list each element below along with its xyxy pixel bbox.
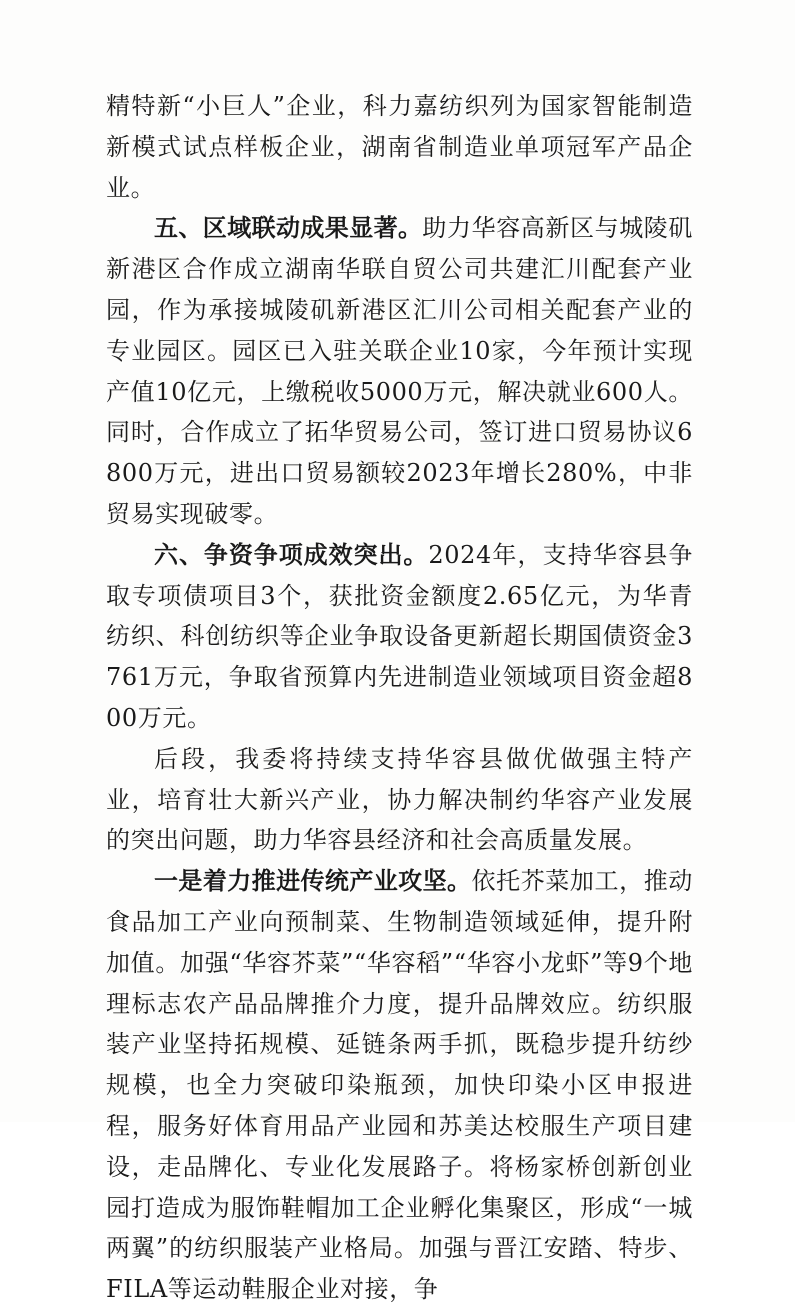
section-heading: 五、区域联动成果显著。 <box>154 214 423 243</box>
section-heading: 六、争资争项成效突出。 <box>154 540 429 569</box>
paragraph-section-five <box>106 208 693 534</box>
paragraph-text: 精特新“小巨人”企业，科力嘉纺织列为国家智能制造新模式试点样板企业，湖南省制造业单项冠军产品企业。 <box>106 92 693 202</box>
paragraph-text: 后段，我委将持续支持华容县做优做强主特产业，培育壮大新兴产业，协力解决制约华容产业发展的突出问题，助力华容县经济和社会高质量发展。 <box>106 744 693 855</box>
paragraph-next-steps <box>106 739 693 861</box>
paragraph-text: 2024年，支持华容县争取专项债项目3个，获批资金额度2.65亿元，为华青纺织、科创纺织等企业争取设备更新超长期国债资金3761万元，争取省预算内先进制造业领域项目资金超800万元。 <box>106 540 693 732</box>
paragraph-text: 助力华容高新区与城陵矶新港区合作成立湖南华联自贸公司共建汇川配套产业园，作为承接城陵矶新港区汇川公司相关配套产业的专业园区。园区已入驻关联企业10家，今年预计实现产值10亿元，上缴税收5000万元，解决就业600人。同时，合作成立了拓华贸易公司，签订进口贸易协议6800万元，进出口贸易额较2023年增长280%，中非贸易实现破零。 <box>106 214 694 528</box>
section-heading: 一是着力推进传统产业攻坚。 <box>154 867 472 896</box>
paragraph-text: 依托芥菜加工，推动食品加工产业向预制菜、生物制造领域延伸，提升附加值。加强“华容芥菜”“华容稻”“华容小龙虾”等9个地理标志农产品品牌推介力度，提升品牌效应。纺织服装产业坚持拓规模、延链条两手抓，既稳步提升纺纱规模，也全力突破印染瓶颈，加快印染小区申报进程，服务好体育用品产业园和苏美达校服生产项目建设，走品牌化、专业化发展路子。将杨家桥创新创业园打造成为服饰鞋帽加工企业孵化集聚区，形成“一城两翼”的纺织服装产业格局。加强与晋江安踏、特步、FILA等运动鞋服企业对接，争 <box>106 867 694 1304</box>
paragraph-continuation <box>106 86 693 208</box>
paragraph-point-one <box>106 861 693 1310</box>
paragraph-section-six <box>106 535 693 739</box>
